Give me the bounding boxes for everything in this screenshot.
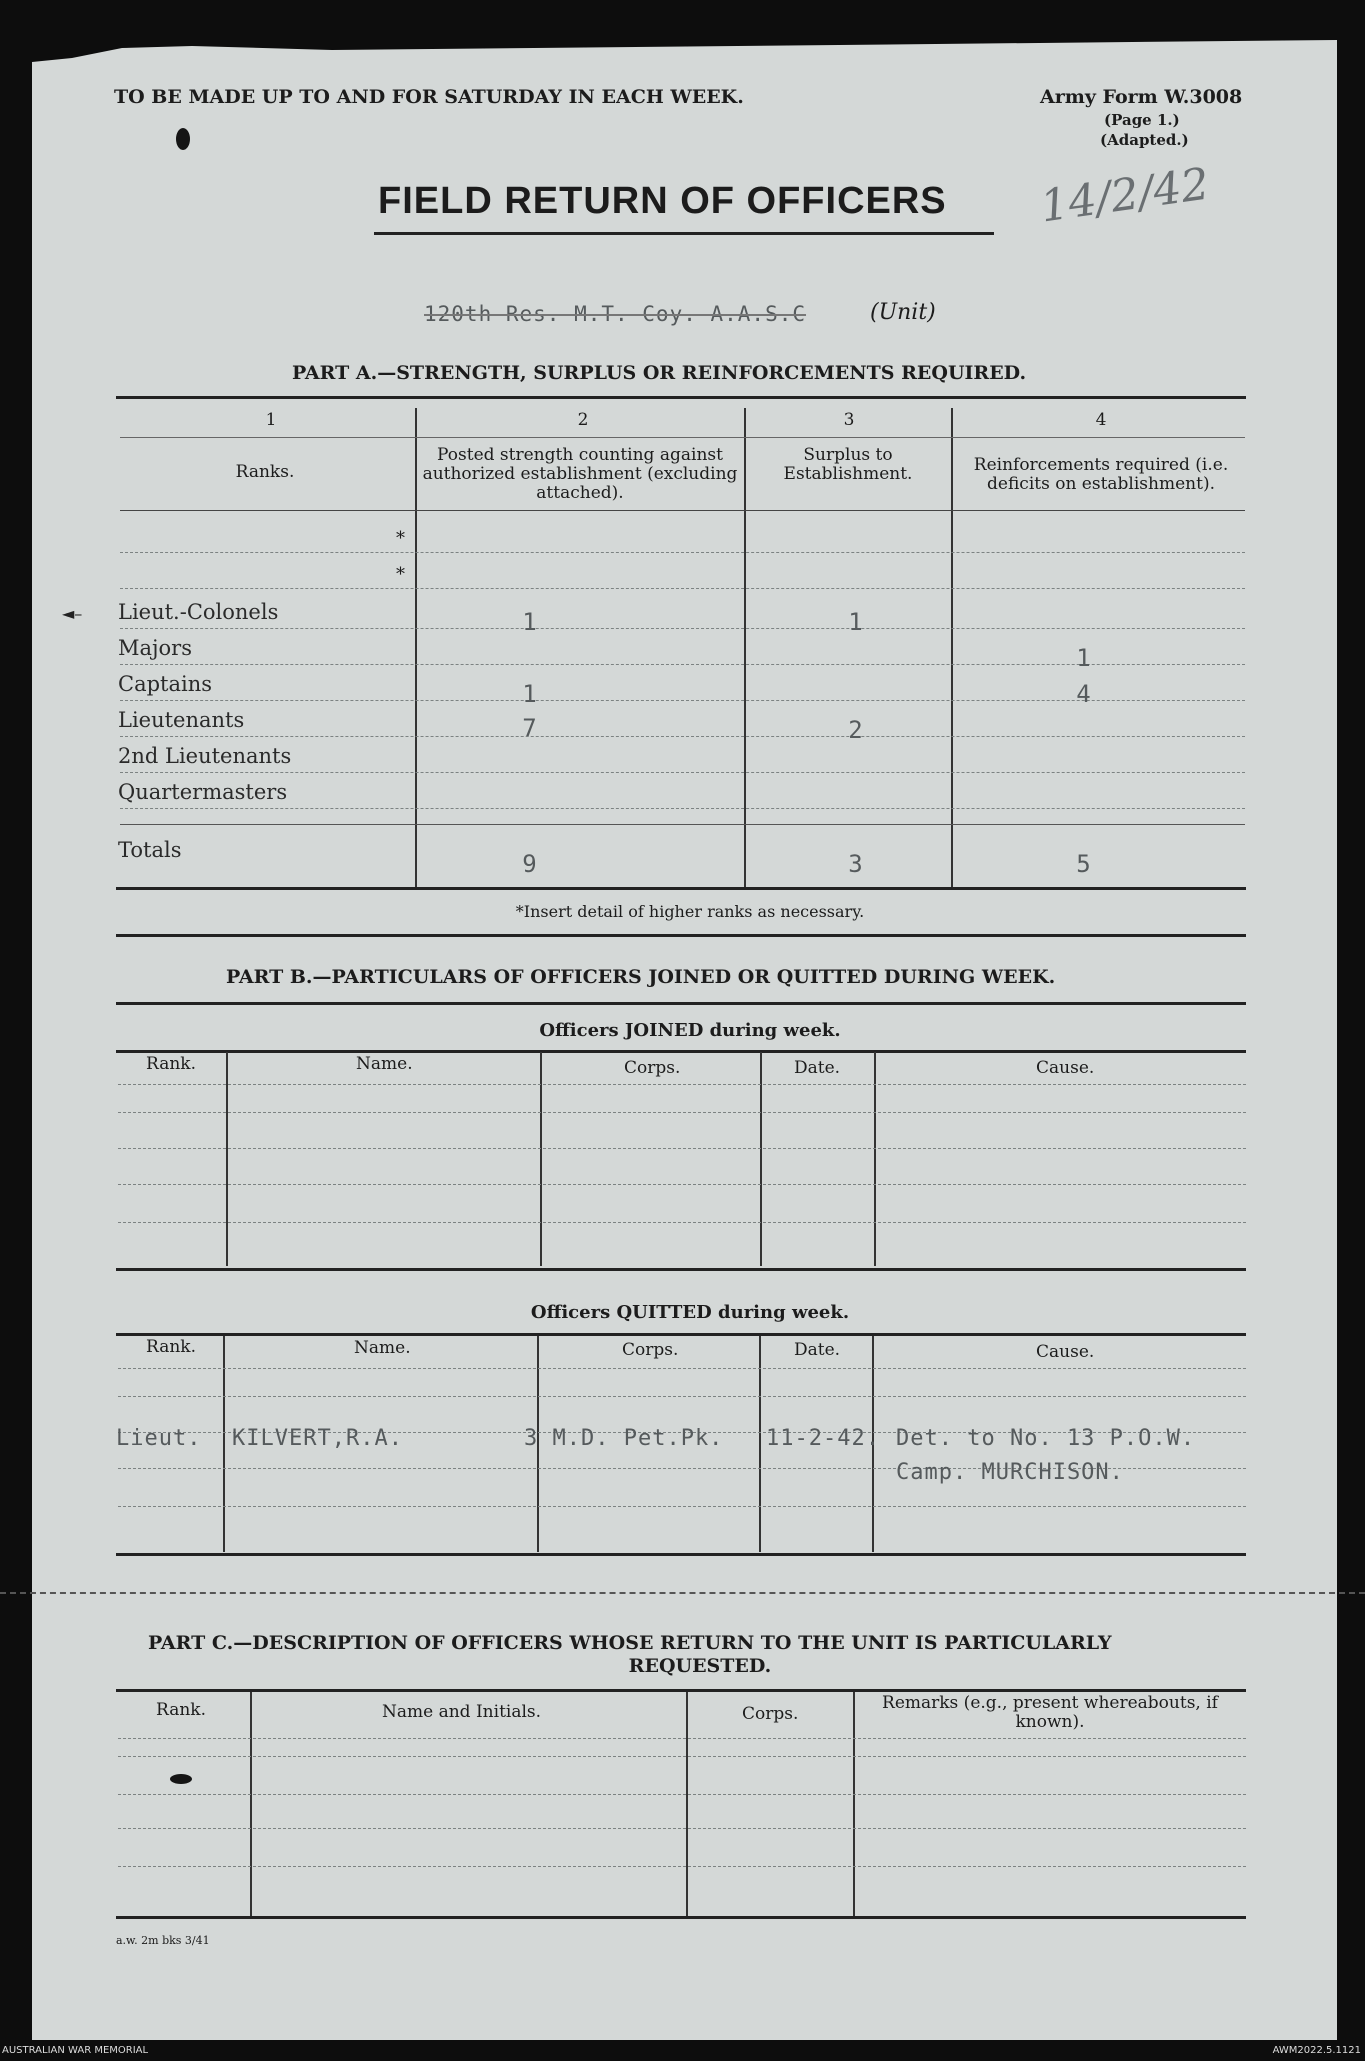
col-number-4: 4 xyxy=(1095,410,1107,430)
row-line xyxy=(118,1148,1246,1149)
col-number-2: 2 xyxy=(577,410,589,430)
quitted-name: KILVERT,R.A. xyxy=(232,1426,403,1451)
surplus-total: 3 xyxy=(848,850,864,878)
part-c-bottom-rule xyxy=(116,1916,1246,1919)
instruction-text: TO BE MADE UP TO AND FOR SATURDAY IN EACH WEEK. xyxy=(114,86,744,108)
row-line xyxy=(120,628,1245,629)
col-divider xyxy=(686,1692,688,1916)
quitted-cause: Det. to No. 13 P.O.W. xyxy=(896,1426,1196,1451)
row-line xyxy=(118,1084,1246,1085)
joined-col-date: Date. xyxy=(794,1058,841,1078)
row-line xyxy=(118,1756,1246,1757)
part-a-top-rule xyxy=(116,396,1246,399)
quitted-col-rank: Rank. xyxy=(146,1337,196,1357)
row-line xyxy=(118,1184,1246,1185)
quitted-date: 11-2-42. xyxy=(766,1426,880,1451)
posted-value: 1 xyxy=(522,680,538,708)
footnote-rule xyxy=(116,934,1246,937)
surplus-value: 2 xyxy=(848,716,864,744)
part-c-col-name: Name and Initials. xyxy=(382,1702,542,1722)
col-divider xyxy=(250,1692,252,1916)
joined-col-corps: Corps. xyxy=(624,1058,681,1078)
quitted-col-corps: Corps. xyxy=(622,1340,679,1360)
joined-top-rule xyxy=(116,1050,1246,1053)
part-c-top-rule xyxy=(116,1689,1246,1692)
star-row: * xyxy=(396,528,405,549)
col-header-surplus: Surplus to Establishment. xyxy=(783,445,913,484)
col-header-ranks: Ranks. xyxy=(235,462,295,482)
header-bottom-rule xyxy=(120,510,1245,511)
quitted-col-date: Date. xyxy=(794,1340,841,1360)
joined-bottom-rule xyxy=(116,1268,1246,1271)
joined-col-cause: Cause. xyxy=(1036,1058,1095,1078)
part-c-heading: PART C.—DESCRIPTION OF OFFICERS WHOSE RETURN TO THE UNIT IS PARTICULARLY xyxy=(148,1632,1112,1654)
rank-label: Quartermasters xyxy=(118,780,288,804)
reinforcement-total: 5 xyxy=(1076,850,1092,878)
totals-label: Totals xyxy=(118,838,182,862)
quitted-col-name: Name. xyxy=(354,1338,411,1358)
row-line xyxy=(118,1738,1246,1739)
page-number: (Page 1.) xyxy=(1104,111,1180,129)
part-c-col-rank: Rank. xyxy=(156,1700,206,1720)
posted-total: 9 xyxy=(522,850,538,878)
rank-label: Lieutenants xyxy=(118,708,245,732)
unit-name: 120th Res. M.T. Coy. A.A.S.C xyxy=(424,302,807,326)
col-divider xyxy=(415,408,417,888)
form-number: Army Form W.3008 xyxy=(1040,86,1243,108)
footer-right: AWM2022.5.1121 xyxy=(1272,2045,1361,2056)
rank-label: 2nd Lieutenants xyxy=(118,744,292,768)
quitted-cause: Camp. MURCHISON. xyxy=(896,1460,1124,1485)
reinforcement-value: 1 xyxy=(1076,644,1092,672)
part-c-col-remarks: Remarks (e.g., present whereabouts, if known). xyxy=(882,1693,1218,1732)
header-rule xyxy=(120,437,1245,438)
star-row: * xyxy=(396,564,405,585)
rank-label: Captains xyxy=(118,672,213,696)
row-line xyxy=(118,1368,1246,1369)
surplus-value: 1 xyxy=(848,608,864,636)
quitted-rank: Lieut. xyxy=(116,1426,202,1451)
part-a-heading: PART A.—STRENGTH, SURPLUS OR REINFORCEMENTS REQUIRED. xyxy=(292,362,1027,384)
rank-label: Majors xyxy=(118,636,192,660)
reinforcement-value: 4 xyxy=(1076,680,1092,708)
handwritten-date: 14/2/42 xyxy=(1037,158,1213,233)
unit-label: (Unit) xyxy=(870,300,936,325)
quitted-bottom-rule xyxy=(116,1553,1246,1556)
col-divider xyxy=(744,408,746,888)
quitted-top-rule xyxy=(116,1333,1246,1336)
page-title: FIELD RETURN OF OFFICERS xyxy=(378,180,947,222)
part-a-footnote: *Insert detail of higher ranks as necessary. xyxy=(515,902,865,921)
joined-col-name: Name. xyxy=(356,1054,413,1074)
row-line xyxy=(118,1506,1246,1507)
col-divider xyxy=(951,408,953,888)
row-line xyxy=(118,1794,1246,1795)
joined-heading: Officers JOINED during week. xyxy=(539,1020,841,1041)
row-line xyxy=(118,1112,1246,1113)
row-line xyxy=(120,772,1245,773)
footer-left: AUSTRALIAN WAR MEMORIAL xyxy=(2,2045,149,2056)
col-divider xyxy=(853,1692,855,1916)
quitted-corps: 3 M.D. Pet.Pk. xyxy=(524,1426,724,1451)
rank-label: Lieut.-Colonels xyxy=(118,600,279,624)
print-code: a.w. 2m bks 3/41 xyxy=(116,1934,210,1947)
part-a-bottom-rule xyxy=(116,887,1246,890)
joined-col-rank: Rank. xyxy=(146,1054,196,1074)
row-line xyxy=(118,1866,1246,1867)
col-number-1: 1 xyxy=(265,410,277,430)
col-header-reinforcements: Reinforcements required (i.e. deficits on establishment). xyxy=(973,455,1229,494)
title-underline xyxy=(374,232,994,235)
row-line xyxy=(120,552,1245,553)
archive-footer xyxy=(0,2041,1365,2061)
col-header-posted: Posted strength counting against authorized establishment (excluding attached). xyxy=(422,445,738,503)
part-c-col-corps: Corps. xyxy=(742,1704,799,1724)
punch-mark xyxy=(170,1774,192,1784)
cut-line xyxy=(0,1592,1365,1594)
totals-rule xyxy=(120,824,1245,825)
adapted-label: (Adapted.) xyxy=(1100,131,1189,149)
quitted-heading: Officers QUITTED during week. xyxy=(530,1302,850,1323)
part-b-heading: PART B.—PARTICULARS OF OFFICERS JOINED OR QUITTED DURING WEEK. xyxy=(226,966,1056,988)
row-line xyxy=(120,588,1245,589)
row-line xyxy=(120,736,1245,737)
arrow-marker-icon: ◄– xyxy=(62,604,83,623)
quitted-col-cause: Cause. xyxy=(1036,1342,1095,1362)
posted-value: 7 xyxy=(522,714,538,742)
part-b-rule xyxy=(116,1002,1246,1005)
punch-mark xyxy=(176,128,190,150)
row-line xyxy=(118,1396,1246,1397)
row-line xyxy=(120,808,1245,809)
row-line xyxy=(118,1222,1246,1223)
part-c-heading-2: REQUESTED. xyxy=(628,1655,772,1677)
row-line xyxy=(118,1828,1246,1829)
col-number-3: 3 xyxy=(843,410,855,430)
posted-value: 1 xyxy=(522,608,538,636)
